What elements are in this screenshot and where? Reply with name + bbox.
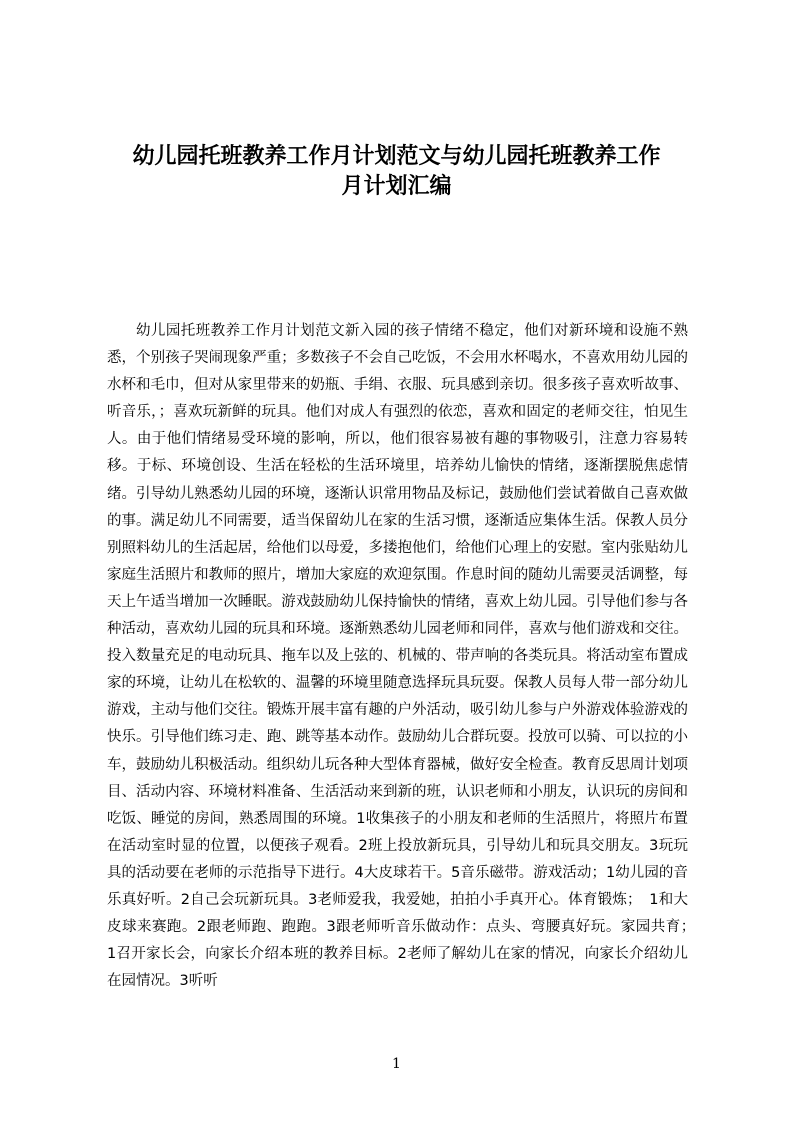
page-number: 1 [392, 1056, 401, 1072]
document-title-line-1: 幼儿园托班教养工作月计划范文与幼儿园托班教养工作 [132, 144, 661, 169]
document-title-line-2: 月计划汇编 [341, 174, 452, 199]
document-body-paragraph: 幼儿园托班教养工作月计划范文新入园的孩子情绪不稳定，他们对新环境和设施不熟悉，个别孩子哭闹现象严重；多数孩子不会自己吃饭，不会用水杯喝水，不喜欢用幼儿园的水杯和毛巾，但对从家里带来的奶瓶、手绢、衣服、玩具感到亲切。很多孩子喜欢听故事、听音乐，；喜欢玩新鲜的玩具。他们对成人有强烈的依恋，喜欢和固定的老师交往，怕见生人。由于他们情绪易受环境的影响，所以，他们很容易被有趣的事物吸引，注意力容易转移。于标、环境创设、生活在轻松的生活环境里，培养幼儿愉快的情绪，逐渐摆脱焦虑情绪。引导幼儿熟悉幼儿园的环境，逐渐认识常用物品及标记，鼓励他们尝试着做自己喜欢做的事。满足幼儿不同需要，适当保留幼儿在家的生活习惯，逐渐适应集体生活。保教人员分别照料幼儿的生活起居，给他们以母爱，多搂抱他们，给他们心理上的安慰。室内张贴幼儿家庭生活照片和教师的照片，增加大家庭的欢迎氛围。作息时间的随幼儿需要灵活调整，每天上午适当增加一次睡眠。游戏鼓励幼儿保持愉快的情绪，喜欢上幼儿园。引导他们参与各种活动，喜欢幼儿园的玩具和环境。逐渐熟悉幼儿园老师和同伴，喜欢与他们游戏和交往。投入数量充足的电动玩具、拖车以及上弦的、机械的、带声响的各类玩具。将活动室布置成家的环境，让幼儿在松软的、温馨的环境里随意选择玩具玩耍。保教人员每人带一部分幼儿游戏，主动与他们交往。锻炼开展丰富有趣的户外活动，吸引幼儿参与户外游戏体验游戏的快乐。引导他们练习走、跑、跳等基本动作。鼓励幼儿合群玩耍。投放可以骑、可以拉的小车，鼓励幼儿积极活动。组织幼儿玩各种大型体育器械，做好安全检查。教育反思周计划项目、活动内容、环境材料准备、生活活动来到新的班，认识老师和小朋友，认识玩的房间和吃饭、睡觉的房间，熟悉周围的环境。1收集孩子的小朋友和老师的生活照片，将照片布置在活动室时显的位置，以便孩子观看。2班上投放新玩具，引导幼儿和玩具交朋友。3玩玩具的活动要在老师的示范指导下进行。4大皮球若干。5音乐磁带。游戏活动；1幼儿园的音乐真好听。2自己会玩新玩具。3老师爱我，我爱她，拍拍小手真开心。体育锻炼； 1和大皮球来赛跑。2跟老师跑、跑跑。3跟老师听音乐做动作：点头、弯腰真好玩。家园共育； 1召开家长会，向家长介绍本班的教养目标。2老师了解幼儿在家的情况，向家长介绍幼儿在园情况。3听听 [107, 323, 703, 990]
document-title [100, 142, 693, 202]
